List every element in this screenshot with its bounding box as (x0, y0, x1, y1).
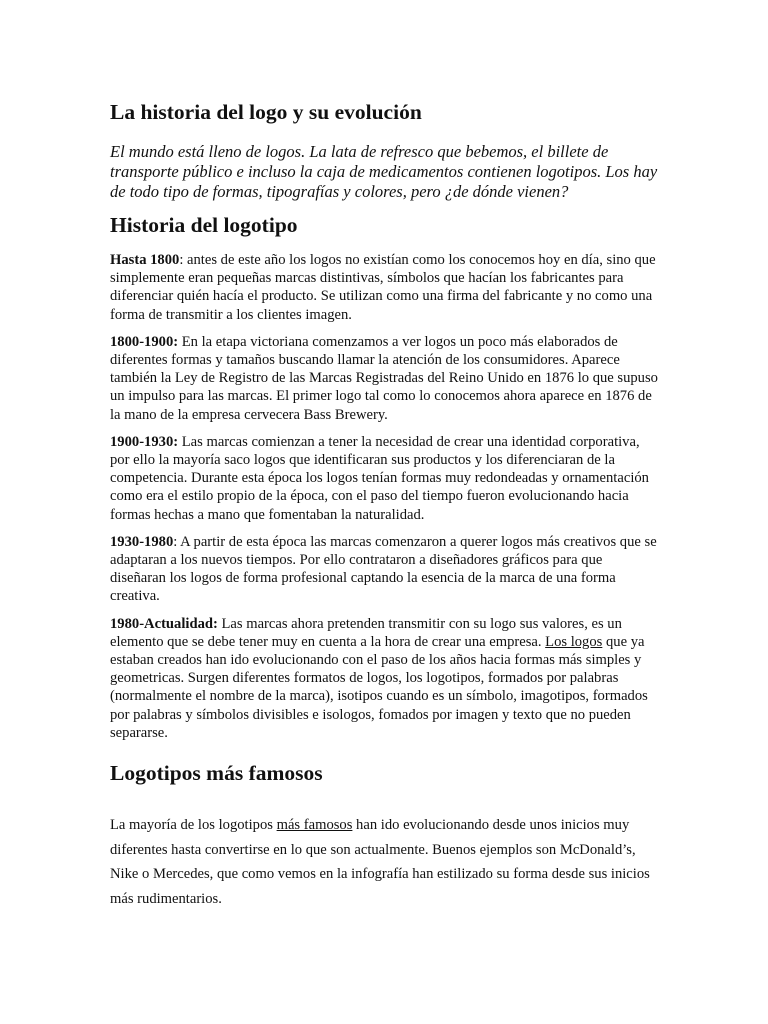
period-text: En la etapa victoriana comenzamos a ver logos un poco más elaborados de diferentes formas y tamaños buscando llamar la atención de los consumidores. Aparece también la Ley de Registro de las Marcas Registradas del Reino Unido en 1876 lo que supuso un impulso para las marcas. El primer logo tal como lo conocemos ahora aparece en 1876 de la mano de la empresa cervecera Bass Brewery. (110, 333, 658, 423)
document-page (110, 98, 658, 911)
period-text: : antes de este año los logos no existían como los conocemos hoy en día, sino que simplemente eran pequeñas marcas distintivas, símbolos que hacían los fabricantes para diferenciar quién hacía el producto. Se utilizan como una firma del fabricante y no como una forma de transmitir a los clientes imagen. (110, 252, 656, 323)
period-paragraph (110, 533, 658, 606)
period-paragraph (110, 615, 658, 742)
period-paragraph (110, 333, 658, 424)
famous-paragraph (110, 813, 658, 911)
period-label: 1980-Actualidad: (110, 615, 218, 632)
period-paragraph (110, 433, 658, 524)
document-title: La historia del logo y su evolución (110, 100, 422, 124)
period-label: 1900-1930: (110, 433, 179, 450)
los-logos-link[interactable]: Los logos (545, 633, 603, 650)
period-text: Las marcas comienzan a tener la necesidad de crear una identidad corporativa, por ello la mayoría saco logos que identificaran sus productos y los diferenciaran de la competencia. Durante esta época los logos tenían formas muy redondeadas y ornamentación como era el estilo propio de la época, con el paso del tiempo fueron evolucionando hacia formas hechas a mano que fomentaban la naturalidad. (110, 433, 649, 523)
period-text: : A partir de esta época las marcas comenzaron a querer logos más creativos que se adaptaran a los nuevos tiempos. Por ello contrataron a diseñadores gráficos para que diseñaran los logos de forma profesional captando la esencia de la marca de una forma creativa. (110, 533, 657, 605)
intro-paragraph: El mundo está lleno de logos. La lata de refresco que bebemos, el billete de transporte público e incluso la caja de medicamentos contienen logotipos. Los hay de todo tipo de formas, tipografías y colores, pero ¿de dónde vienen? (110, 142, 658, 201)
period-text: que ya estaban creados han ido evolucionando con el paso de los años hacia formas más simples y geometricas. Surgen diferentes formatos de logos, los logotipos, formados por palabras (normalmente el nombre de la marca), isotipos cuando es un símbolo, imagotipos, formados por palabras y símbolos divisibles e isologos, fomados por imagen y texto que no pueden separarse. (110, 633, 648, 741)
period-label: 1800-1900: (110, 333, 179, 350)
period-label: 1930-1980 (110, 533, 174, 550)
section-heading-famous: Logotipos más famosos (110, 761, 323, 786)
mas-famosos-link[interactable]: más famosos (276, 817, 353, 834)
period-text: Las marcas ahora pretenden transmitir con su logo sus valores, es un elemento que se debe tener muy en cuenta a la hora de crear una empresa. (110, 615, 622, 650)
famous-text: La mayoría de los logotipos (110, 817, 277, 834)
section-heading-history: Historia del logotipo (110, 213, 298, 237)
period-paragraph (110, 251, 658, 324)
period-label: Hasta 1800 (110, 252, 180, 268)
famous-text: han ido evolucionando desde unos inicios muy diferentes hasta convertirse en lo que son actualmente. Buenos ejemplos son McDonald’s, Nike o Mercedes, que como vemos en la infografía han estilizado su forma desde sus inicios más rudimentarios. (110, 817, 650, 907)
